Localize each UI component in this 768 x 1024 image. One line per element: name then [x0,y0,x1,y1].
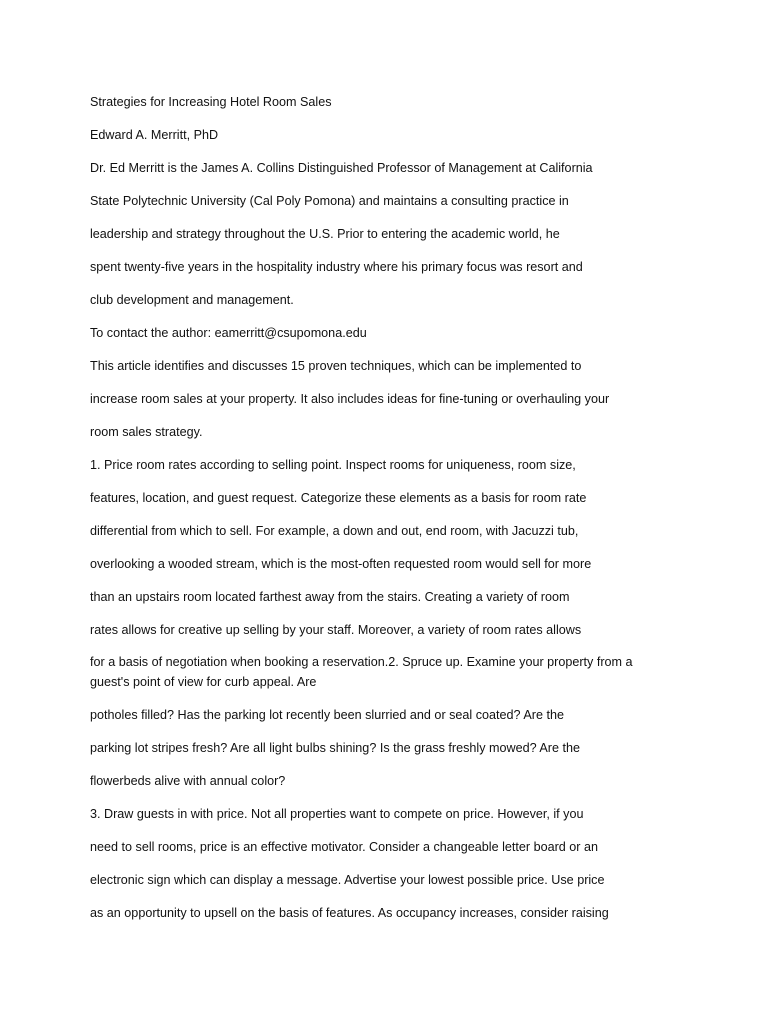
text-line: 3. Draw guests in with price. Not all properties want to compete on price. However, if you [90,807,584,821]
text-line: Dr. Ed Merritt is the James A. Collins Distinguished Professor of Management at California [90,161,593,175]
text-line: rates allows for creative up selling by your staff. Moreover, a variety of room rates allows [90,623,582,637]
text-line: guest's point of view for curb appeal. Are [90,675,317,689]
text-line: overlooking a wooded stream, which is the most-often requested room would sell for more [90,557,592,571]
text-line: room sales strategy. [90,425,203,439]
contact-line: To contact the author: eamerritt@csupomona.edu [90,326,367,340]
text-line: This article identifies and discusses 15 proven techniques, which can be implemented to [90,359,582,373]
text-line: features, location, and guest request. Categorize these elements as a basis for room rate [90,491,587,505]
text-line: than an upstairs room located farthest away from the stairs. Creating a variety of room [90,590,570,604]
text-line: State Polytechnic University (Cal Poly Pomona) and maintains a consulting practice in [90,194,569,208]
document-author: Edward A. Merritt, PhD [90,128,219,142]
text-line: electronic sign which can display a message. Advertise your lowest possible price. Use price [90,873,605,887]
text-line: need to sell rooms, price is an effective motivator. Consider a changeable letter board or an [90,840,598,854]
text-line: parking lot stripes fresh? Are all light bulbs shining? Is the grass freshly mowed? Are the [90,741,581,755]
document-title: Strategies for Increasing Hotel Room Sales [90,95,332,109]
text-line: 1. Price room rates according to selling point. Inspect rooms for uniqueness, room size, [90,458,576,472]
text-line: leadership and strategy throughout the U.S. Prior to entering the academic world, he [90,227,560,241]
text-line: spent twenty-five years in the hospitality industry where his primary focus was resort and [90,260,583,274]
text-line: increase room sales at your property. It also includes ideas for fine-tuning or overhauling your [90,392,610,406]
text-line: club development and management. [90,293,294,307]
text-line: potholes filled? Has the parking lot recently been slurried and or seal coated? Are the [90,708,564,722]
text-line: as an opportunity to upsell on the basis of features. As occupancy increases, consider raising [90,906,609,920]
text-line: for a basis of negotiation when booking a reservation.2. Spruce up. Examine your property from a [90,655,633,669]
text-line: differential from which to sell. For example, a down and out, end room, with Jacuzzi tub, [90,524,579,538]
text-line: flowerbeds alive with annual color? [90,774,286,788]
